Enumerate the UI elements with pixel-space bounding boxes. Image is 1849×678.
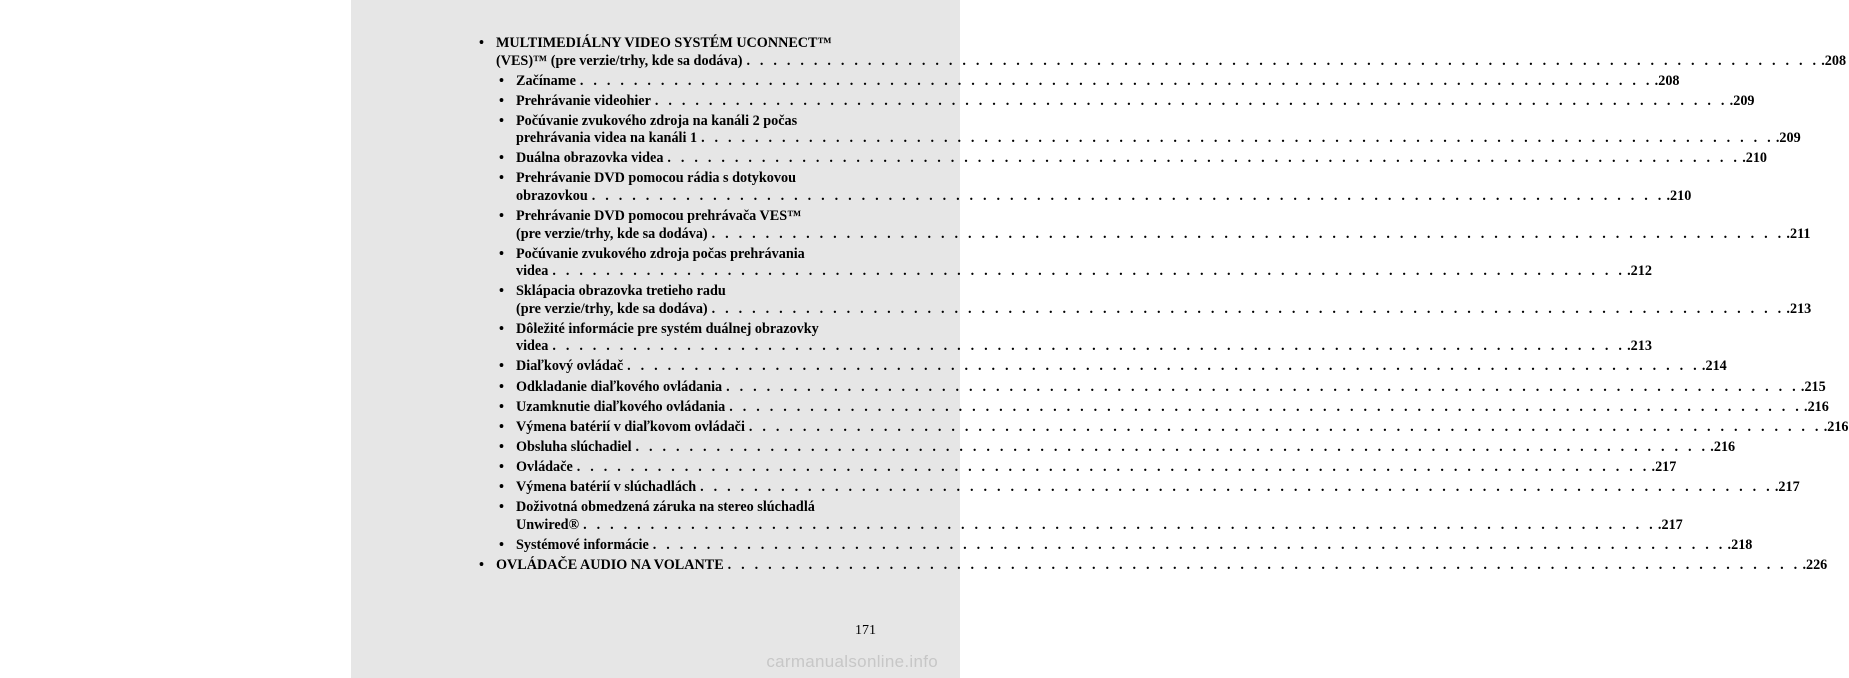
toc-page-ref: .208 xyxy=(1654,72,1680,89)
toc-page-ref: .217 xyxy=(1774,479,1800,495)
dot-leader: . . . . . . . . . . . . . . . . . . . . . . . . . . . . . . . . . . . . . . . . . . . . . . . . . . . . . . . . . . . . . . . . . . . . . . . . . . . . . . . . xyxy=(652,536,1726,553)
toc-entry xyxy=(479,320,1652,356)
toc-entry-title: Duálna obrazovka videa xyxy=(516,150,664,167)
toc-entry xyxy=(479,556,1828,575)
dot-leader: . . . . . . . . . . . . . . . . . . . . . . . . . . . . . . . . . . . . . . . . . . . . . . . . . . . . . . . . . . . . . . . . . . . . . . . . . . . . . . . . xyxy=(635,438,1709,455)
toc-entry-title: Výmena batérií v diaľkovom ovládači xyxy=(516,418,745,435)
dot-leader: . . . . . . . . . . . . . . . . . . . . . . . . . . . . . . . . . . . . . . . . . . . . . . . . . . . . . . . . . . . . . . . . . . . . . . . . . . . . . . . . xyxy=(748,418,1822,435)
toc-entry-title: Prehrávanie DVD pomocou prehrávača VES™ xyxy=(516,208,802,225)
dot-leader: . . . . . . . . . . . . . . . . . . . . . . . . . . . . . . . . . . . . . . . . . . . . . . . . . . . . . . . . . . . . . . . . . . . . . . . . . . . . . . . . xyxy=(711,300,1785,317)
toc-page-ref: .216 xyxy=(1823,418,1849,435)
toc-entry xyxy=(479,458,1677,477)
dot-leader: . . . . . . . . . . . . . . . . . . . . . . . . . . . . . . . . . . . . . . . . . . . . . . . . . . . . . . . . . . . . . . . . . . . . . . . . . . . . . . . . xyxy=(711,225,1785,242)
toc-entry-title: (pre verzie/trhy, kde sa dodáva) xyxy=(516,300,708,317)
toc-page-ref: .210 xyxy=(1742,150,1768,167)
toc-entry xyxy=(479,170,1692,205)
bullet-icon: • xyxy=(499,245,504,262)
toc-page-ref: .212 xyxy=(1627,263,1652,280)
toc-entry-title: Odkladanie diaľkového ovládania xyxy=(516,378,723,395)
toc-entry-title: videa xyxy=(516,263,549,280)
toc-entry xyxy=(479,536,1753,555)
toc-entry xyxy=(479,378,1826,397)
toc-entry xyxy=(479,283,1812,318)
bullet-icon: • xyxy=(499,499,504,516)
toc-entry xyxy=(479,112,1801,148)
toc-entry-title: Prehrávanie videohier xyxy=(516,92,651,109)
toc-entry-title: obrazovkou xyxy=(516,187,588,204)
dot-leader: . . . . . . . . . . . . . . . . . . . . . . . . . . . . . . . . . . . . . . . . . . . . . . . . . . . . . . . . . . . . . . . . . . . . . . . . . . . . . . . . xyxy=(729,398,1803,415)
dot-leader: . . . . . . . . . . . . . . . . . . . . . . . . . . . . . . . . . . . . . . . . . . . . . . . . . . . . . . . . . . . . . . . . . . . . . . . . . . . . . . . . xyxy=(552,263,1626,280)
toc-page-ref: .209 xyxy=(1729,92,1755,109)
toc-entry-title: Uzamknutie diaľkového ovládania xyxy=(516,398,726,415)
bullet-icon: • xyxy=(499,458,504,475)
toc-entry-title: Začíname xyxy=(516,72,576,89)
dot-leader: . . . . . . . . . . . . . . . . . . . . . . . . . . . . . . . . . . . . . . . . . . . . . . . . . . . . . . . . . . . . . . . . . . . . . . . . . . . . . . . . xyxy=(726,378,1799,395)
toc-entry xyxy=(479,35,1847,70)
bullet-icon: • xyxy=(479,556,484,573)
toc-entry-title: Ovládače xyxy=(516,458,573,475)
watermark: carmanualsonline.info xyxy=(766,652,938,671)
toc-entry-title: Diaľkový ovládač xyxy=(516,358,624,375)
page-number: 171 xyxy=(855,623,876,638)
dot-leader: . . . . . . . . . . . . . . . . . . . . . . . . . . . . . . . . . . . . . . . . . . . . . . . . . . . . . . . . . . . . . . . . . . . . . . . . . . . . . . . . xyxy=(746,52,1820,69)
toc-entry-title: Unwired® xyxy=(516,516,580,533)
toc-page-ref: .226 xyxy=(1802,556,1828,573)
toc-entry xyxy=(479,438,1736,457)
bullet-icon: • xyxy=(499,283,504,300)
bullet-icon: • xyxy=(499,479,504,495)
dot-leader: . . . . . . . . . . . . . . . . . . . . . . . . . . . . . . . . . . . . . . . . . . . . . . . . . . . . . . . . . . . . . . . . . . . . . . . . . . . . . . . . xyxy=(552,338,1626,355)
toc-entry xyxy=(479,499,1683,534)
toc-entry xyxy=(479,398,1829,417)
toc-entry xyxy=(479,92,1755,111)
left-margin xyxy=(0,0,351,678)
toc-page-ref: .216 xyxy=(1804,398,1829,415)
toc-page-ref: .218 xyxy=(1727,536,1753,553)
bullet-icon: • xyxy=(499,92,504,109)
toc-page-ref: .216 xyxy=(1710,438,1736,455)
toc-entry-title: Systémové informácie xyxy=(516,536,649,553)
table-of-contents xyxy=(479,35,1849,577)
dot-leader: . . . . . . . . . . . . . . . . . . . . . . . . . . . . . . . . . . . . . . . . . . . . . . . . . . . . . . . . . . . . . . . . . . . . . . . . . . . . . . . . xyxy=(576,458,1650,475)
toc-page-ref: .209 xyxy=(1775,130,1801,147)
dot-leader: . . . . . . . . . . . . . . . . . . . . . . . . . . . . . . . . . . . . . . . . . . . . . . . . . . . . . . . . . . . . . . . . . . . . . . . . . . . . . . . . xyxy=(583,516,1656,533)
toc-entry-title: Prehrávanie DVD pomocou rádia s dotykovou xyxy=(516,170,796,187)
toc-entry xyxy=(479,479,1800,497)
toc-entry xyxy=(479,245,1652,281)
bullet-icon: • xyxy=(499,536,504,553)
bullet-icon: • xyxy=(499,358,504,375)
toc-entry-title: (VES)™ (pre verzie/trhy, kde sa dodáva) xyxy=(496,52,743,69)
bullet-icon: • xyxy=(479,35,484,51)
toc-page-ref: .213 xyxy=(1786,300,1812,317)
toc-page-ref: .214 xyxy=(1701,358,1727,375)
bullet-icon: • xyxy=(499,418,504,435)
dot-leader: . . . . . . . . . . . . . . . . . . . . . . . . . . . . . . . . . . . . . . . . . . . . . . . . . . . . . . . . . . . . . . . . . . . . . . . . . . . . . . . . xyxy=(727,556,1801,573)
toc-page-ref: .208 xyxy=(1821,52,1847,69)
bullet-icon: • xyxy=(499,438,504,455)
toc-page-ref: .210 xyxy=(1666,187,1692,204)
bullet-icon: • xyxy=(499,170,504,187)
bullet-icon: • xyxy=(499,72,504,89)
toc-entry-title: Výmena batérií v slúchadlách xyxy=(516,479,697,495)
bullet-icon: • xyxy=(499,320,504,337)
toc-entry-title: MULTIMEDIÁLNY VIDEO SYSTÉM UCONNECT™ xyxy=(496,35,832,51)
toc-entry xyxy=(479,418,1849,437)
toc-page-ref: .211 xyxy=(1786,225,1811,242)
toc-entry-title: Dôležité informácie pre systém duálnej obrazovky xyxy=(516,320,819,337)
toc-entry-title: OVLÁDAČE AUDIO NA VOLANTE xyxy=(496,556,724,573)
toc-entry-title: Počúvanie zvukového zdroja počas prehrávania xyxy=(516,245,805,262)
toc-entry-title: Doživotná obmedzená záruka na stereo slúchadlá xyxy=(516,499,815,516)
dot-leader: . . . . . . . . . . . . . . . . . . . . . . . . . . . . . . . . . . . . . . . . . . . . . . . . . . . . . . . . . . . . . . . . . . . . . . . . . . . . . . . . xyxy=(654,92,1728,109)
dot-leader: . . . . . . . . . . . . . . . . . . . . . . . . . . . . . . . . . . . . . . . . . . . . . . . . . . . . . . . . . . . . . . . . . . . . . . . . . . . . . . . . xyxy=(701,130,1774,147)
toc-page-ref: .213 xyxy=(1627,338,1652,355)
toc-entry-title: Sklápacia obrazovka tretieho radu xyxy=(516,283,726,300)
bullet-icon: • xyxy=(499,378,504,395)
bullet-icon: • xyxy=(499,208,504,225)
toc-page-ref: .217 xyxy=(1657,516,1683,533)
dot-leader: . . . . . . . . . . . . . . . . . . . . . . . . . . . . . . . . . . . . . . . . . . . . . . . . . . . . . . . . . . . . . . . . . . . . . . . . . . . . . . . . xyxy=(591,187,1665,204)
dot-leader: . . . . . . . . . . . . . . . . . . . . . . . . . . . . . . . . . . . . . . . . . . . . . . . . . . . . . . . . . . . . . . . . . . . . . . . . . . . . . . . . xyxy=(667,150,1741,167)
bullet-icon: • xyxy=(499,150,504,167)
toc-entry-title: prehrávania videa na kanáli 1 xyxy=(516,130,698,147)
toc-entry xyxy=(479,150,1768,168)
bullet-icon: • xyxy=(499,398,504,415)
dot-leader: . . . . . . . . . . . . . . . . . . . . . . . . . . . . . . . . . . . . . . . . . . . . . . . . . . . . . . . . . . . . . . . . . . . . . . . . . . . . . . . . xyxy=(627,358,1700,375)
toc-entry xyxy=(479,72,1680,91)
toc-page-ref: .217 xyxy=(1651,458,1677,475)
dot-leader: . . . . . . . . . . . . . . . . . . . . . . . . . . . . . . . . . . . . . . . . . . . . . . . . . . . . . . . . . . . . . . . . . . . . . . . . . . . . . . . . xyxy=(700,479,1773,495)
toc-entry xyxy=(479,208,1811,243)
toc-entry-title: videa xyxy=(516,338,549,355)
dot-leader: . . . . . . . . . . . . . . . . . . . . . . . . . . . . . . . . . . . . . . . . . . . . . . . . . . . . . . . . . . . . . . . . . . . . . . . . . . . . . . . . xyxy=(579,72,1653,89)
toc-entry xyxy=(479,358,1727,376)
toc-entry-title: Obsluha slúchadiel xyxy=(516,438,632,455)
bullet-icon: • xyxy=(499,112,504,129)
document-page xyxy=(351,0,1849,678)
toc-page-ref: .215 xyxy=(1800,378,1826,395)
toc-entry-title: (pre verzie/trhy, kde sa dodáva) xyxy=(516,225,708,242)
toc-entry-title: Počúvanie zvukového zdroja na kanáli 2 počas xyxy=(516,112,798,129)
